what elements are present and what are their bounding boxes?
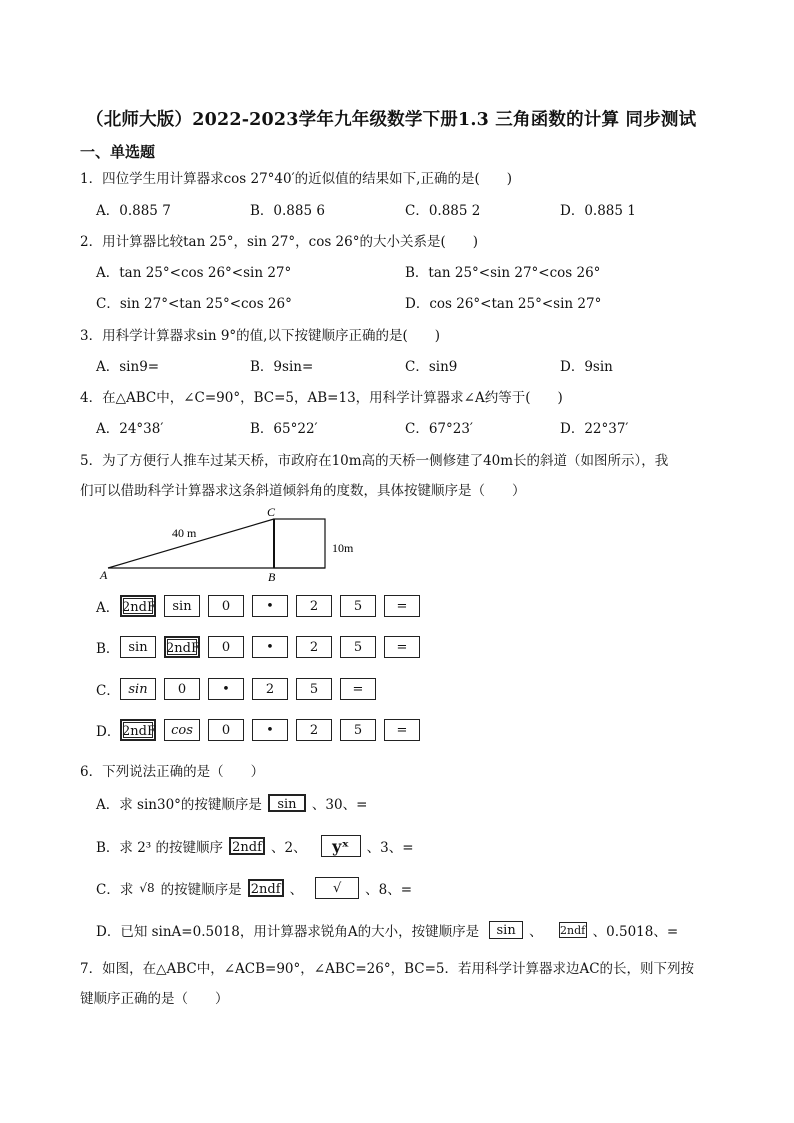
key-2ndf: 2ndF (164, 636, 200, 658)
key-dot: • (252, 719, 288, 741)
q6-option-a-suffix: 、30、= (311, 797, 368, 813)
q2-option-b: B．tan 25°<sin 27°<cos 26° (405, 265, 601, 281)
label-a: A (100, 568, 108, 582)
page-title: （北师大版）2022-2023学年九年级数学下册1.3 三角函数的计算 同步测试 (86, 110, 697, 130)
q3-option-b: B．9sin= (250, 359, 314, 375)
key-2: 2 (296, 636, 332, 658)
label-height: 10m (332, 541, 354, 555)
key-equals: = (384, 595, 420, 617)
label-b: B (268, 570, 276, 584)
question-3: 3．用科学计算器求sin 9°的值,以下按键顺序正确的是( ) (80, 328, 440, 344)
key-2ndf: 2ndf (248, 879, 284, 897)
q6-option-b-text: B．求 2³ 的按键顺序 (96, 840, 224, 856)
key-2ndf: 2ndF (120, 595, 156, 617)
q5-option-a (96, 594, 428, 618)
q6-option-c-suffix: 、8、= (365, 882, 413, 898)
key-0: 0 (208, 595, 244, 617)
key-2ndf: 2ndf (229, 837, 265, 855)
q6-option-d-text: D．已知 sinA=0.5018，用计算器求锐角A的大小，按键顺序是 (96, 924, 480, 940)
key-y-power: yˣ (321, 835, 361, 857)
q6-option-a (96, 793, 367, 813)
key-2: 2 (296, 595, 332, 617)
key-sin: sin (268, 794, 306, 812)
label-c: C (267, 505, 276, 519)
key-5: 5 (340, 719, 376, 741)
q6-option-b (96, 835, 414, 857)
label-ac-length: 40 m (172, 526, 197, 540)
q6-option-b-suffix: 、3、= (366, 840, 414, 856)
q4-option-c: C．67°23′ (405, 421, 474, 437)
key-2ndf: 2ndF (120, 719, 156, 741)
key-0: 0 (208, 719, 244, 741)
q4-option-d: D．22°37′ (560, 421, 629, 437)
key-0: 0 (164, 678, 200, 700)
q6-option-c-sep: 、 (289, 882, 304, 898)
question-4: 4．在△ABC中，∠C=90°，BC=5，AB=13，用科学计算器求∠A约等于( ) (80, 390, 563, 406)
question-6: 6．下列说法正确的是（ ） (80, 764, 265, 780)
key-sqrt: √ (315, 877, 359, 899)
q6-option-d-suffix: 、0.5018、= (592, 924, 679, 940)
key-dot: • (208, 678, 244, 700)
key-cos: cos (164, 719, 200, 741)
q3-option-d: D．9sin (560, 359, 613, 375)
q4-option-a: A．24°38′ (96, 421, 164, 437)
key-2: 2 (252, 678, 288, 700)
q5-option-d (96, 718, 428, 742)
q5-option-b-label: B． (96, 641, 120, 657)
q4-option-b: B．65°22′ (250, 421, 318, 437)
question-1: 1．四位学生用计算器求cos 27°40′的近似值的结果如下,正确的是( ) (80, 171, 512, 187)
key-dot: • (252, 636, 288, 658)
q3-option-a: A．sin9= (96, 359, 160, 375)
key-2ndf: 2ndf (560, 924, 586, 937)
q6-option-c-mid: 的按键顺序是 (160, 882, 242, 898)
q6-option-c (96, 877, 412, 899)
question-7-line-2: 键顺序正确的是（ ） (80, 991, 229, 1007)
key-equals: = (340, 678, 376, 700)
question-2: 2．用计算器比较tan 25°，sin 27°，cos 26°的大小关系是( ) (80, 234, 479, 250)
q2-option-d: D．cos 26°<tan 25°<sin 27° (405, 296, 602, 312)
question-7-line-1: 7．如图，在△ABC中，∠ACB=90°，∠ABC=26°，BC=5．若用科学计算器求边AC的长，则下列按 (80, 961, 695, 977)
q6-option-a-text: A．求 sin30°的按键顺序是 (96, 797, 262, 813)
q3-option-c: C．sin9 (405, 359, 458, 375)
key-5: 5 (296, 678, 332, 700)
ramp-figure (96, 500, 366, 590)
section-heading: 一、单选题 (80, 143, 156, 161)
q1-option-c: C．0.885 2 (405, 203, 481, 219)
q1-option-a: A．0.885 7 (96, 203, 171, 219)
q5-option-c-label: C． (96, 683, 120, 699)
q2-option-a: A．tan 25°<cos 26°<sin 27° (96, 265, 292, 281)
key-sin: sin (489, 921, 523, 939)
q6-option-d-sep: 、 (529, 924, 543, 940)
key-2: 2 (296, 719, 332, 741)
q6-option-c-text: C．求 (96, 882, 134, 898)
key-5: 5 (340, 636, 376, 658)
q6-option-b-mid: 、2、 (271, 840, 307, 856)
q5-option-b (96, 635, 428, 659)
q5-option-a-label: A． (96, 600, 120, 616)
q5-option-c (96, 677, 384, 701)
q5-option-d-label: D． (96, 724, 121, 740)
key-sin: sin (120, 636, 156, 658)
q1-option-d: D．0.885 1 (560, 203, 636, 219)
q6-option-d (96, 920, 678, 940)
key-sin: sin (164, 595, 200, 617)
key-equals: = (384, 636, 420, 658)
key-dot: • (252, 595, 288, 617)
q2-option-c: C．sin 27°<tan 25°<cos 26° (96, 296, 292, 312)
key-sin: sin (120, 678, 156, 700)
key-equals: = (384, 719, 420, 741)
question-5-line-2: 们可以借助科学计算器求这条斜道倾斜角的度数，具体按键顺序是（ ） (80, 483, 526, 499)
key-0: 0 (208, 636, 244, 658)
sqrt-8: √8 (139, 881, 155, 895)
question-5-line-1: 5．为了方便行人推车过某天桥，市政府在10m高的天桥一侧修建了40m长的斜道（如图所示），我 (80, 453, 669, 469)
key-5: 5 (340, 595, 376, 617)
bridge-box (274, 519, 325, 568)
q1-option-b: B．0.885 6 (250, 203, 325, 219)
